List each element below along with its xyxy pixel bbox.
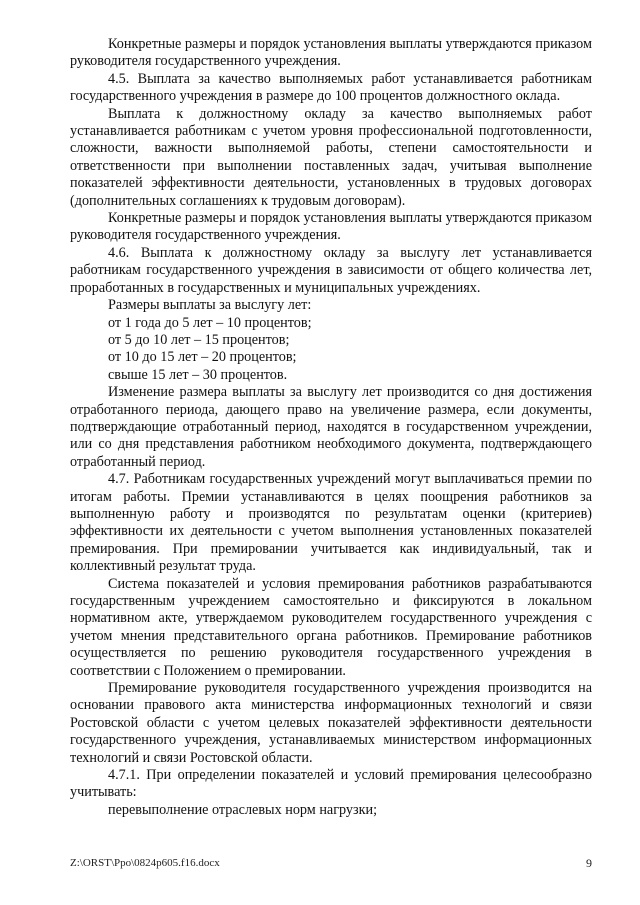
list-item: от 10 до 15 лет – 20 процентов; [108,349,297,366]
paragraph: 4.7. Работникам государственных учреждений могут выплачиваться премии по итогам работы. Премии устанавливаются в целях поощрения работников за выполненную работу и производятся по результатам оценки (критериев) эффективности их деятельности с учетом выполнения установленных показателей премирования. При премировании учитывается как индивидуальный, так и коллективный результат труда. [70,471,592,575]
paragraph: 4.5. Выплата за качество выполняемых работ устанавливается работникам государственного учреждения в размере до 100 процентов должностного оклада. [70,70,592,105]
list-heading: Размеры выплаты за выслугу лет: [108,297,312,314]
list-item: от 5 до 10 лет – 15 процентов; [108,331,290,348]
page-number: 9 [586,856,592,870]
paragraph: Изменение размера выплаты за выслугу лет производится со дня достижения отработанного периода, дающего право на увеличение размера, если документы, подтверждающие отработанный период, находятся в государственном учреждении, или со дня представления работником необходимого документа, подтверждающего отработанный период. [70,384,592,470]
list-item: свыше 15 лет – 30 процентов. [108,366,288,383]
document-body [70,36,592,819]
list-item: перевыполнение отраслевых норм нагрузки; [108,801,378,818]
paragraph: Конкретные размеры и порядок установления выплаты утверждаются приказом руководителя государственного учреждения. [70,210,592,244]
paragraph: Выплата к должностному окладу за качество выполняемых работ устанавливается работникам с учетом уровня профессиональной подготовленности, сложности, важности выполняемой работы, степени самостоятельности и ответственности при выполнении поставленных задач, учитывая выполнение показателей эффективности деятельности, установленных в трудовых договорах (дополнительных соглашениях к трудовым договорам). [70,105,592,209]
paragraph: 4.7.1. При определении показателей и условий премирования целесообразно учитывать: [70,767,592,801]
paragraph: Система показателей и условия премирования работников разрабатываются государственным учреждением самостоятельно и фиксируются в локальном нормативном акте, утверждаемом руководителем государственного учреждения с учетом мнения представительного органа работников. Премирование работников осуществляется по решению руководителя государственного учреждения в соответствии с Положением о премировании. [70,575,592,679]
paragraph: Конкретные размеры и порядок установления выплаты утверждаются приказом руководителя государственного учреждения. [70,36,592,70]
footer-file-path: Z:\ORST\Ppo\0824p605.f16.docx [70,857,220,869]
paragraph: Премирование руководителя государственного учреждения производится на основании правового акта министерства информационных технологий и связи Ростовской области с учетом целевых показателей эффективности деятельности государственного учреждения, устанавливаемых министерством информационных технологий и связи Ростовской области. [70,680,592,766]
paragraph: 4.6. Выплата к должностному окладу за выслугу лет устанавливается работникам государственного учреждения в зависимости от общего количества лет, проработанных в государственных и муниципальных учреждениях. [70,244,592,296]
list-item: от 1 года до 5 лет – 10 процентов; [108,314,312,331]
